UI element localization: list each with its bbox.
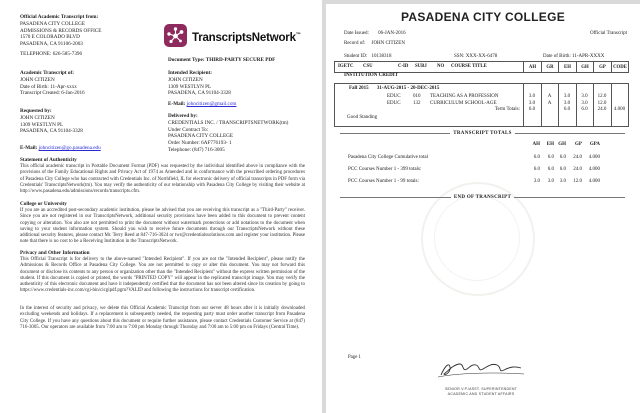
totals-header-gp: GP bbox=[575, 142, 582, 147]
college-or-university-body: If you are an accredited post-secondary academic institution, please be advised that you are receiving this transcript as a "Third-Party" receiver. Since you are not registered in our TranscriptsNetwork, additional security provisions have been added to this document to prevent content copying or alteration. You also are not permitted to print the document without watermark protections or add notations to the document when saving to your student information system. Should you wish to receive future documents through our TranscriptsNetwork without these additional security features, please contact Mr. Terry Reed at 847-716-3024 or twr@credentialssolutions.com and register your institution. Please note that there is no cost to be a Receiving Institution in the TranscriptsNetwork. bbox=[20, 208, 305, 245]
totals-gh: 6.0 bbox=[559, 155, 566, 160]
statement-of-authenticity-heading: Statement of Authenticity bbox=[20, 157, 77, 163]
totals-gpa: 4.000 bbox=[588, 167, 600, 172]
date-issued-row bbox=[344, 31, 406, 37]
term-row bbox=[349, 86, 439, 91]
issuer-line: PASADENA CITY COLLEGE bbox=[20, 20, 86, 27]
course-number: 010 bbox=[413, 94, 421, 99]
course-eh: 3.0 bbox=[563, 94, 571, 99]
divider-line bbox=[340, 133, 450, 134]
dob-field: Date of Birth: 11-APR-XXXX bbox=[543, 54, 605, 59]
totals-header-row bbox=[348, 142, 600, 147]
term-name: Fall 2015 bbox=[349, 86, 369, 91]
term-total-gh: 6.0 bbox=[581, 107, 588, 112]
term-total-gr bbox=[541, 107, 558, 114]
totals-row bbox=[348, 167, 600, 172]
header-ah: AH bbox=[523, 62, 541, 72]
delivered-by-block bbox=[168, 113, 288, 154]
totals-row-label: Pasadena City College Cumulative total bbox=[348, 155, 428, 160]
student-dob: Date of Birth: 11-Apr-xxxx bbox=[20, 83, 77, 90]
statement-of-authenticity-body: This official academic transcript in Portable Document Format (PDF) was requested by the individual identified above in compliance with the provisions of the Family Educational Rights and Privacy Act of 1974 as Amended and in conformance with the prescribed ordering procedures of Pasadena City College who has contracted with Credentials Inc. of Northfield, IL for electronic delivery of official transcripts in PDF form via Credentials' TranscriptsNetwork(tm). You may verify the authenticity of our relationship with Pasadena City College by visiting their website at http://www.pasadena.edu/admissions/records/transcripts.cfm. bbox=[20, 164, 305, 195]
course-number: 132 bbox=[413, 100, 421, 106]
totals-gpa: 4.000 bbox=[588, 155, 600, 160]
date-issued-label: Date Issued: bbox=[344, 31, 369, 36]
transcript-totals-label: TRANSCRIPT TOTALS bbox=[453, 131, 512, 136]
totals-ah: 3.0 bbox=[533, 179, 540, 184]
date-issued-value: 06-JAN-2016 bbox=[378, 31, 406, 36]
course-table-header bbox=[334, 61, 629, 73]
requested-by-heading: Requested by: bbox=[20, 108, 52, 114]
signer-title-line1: SENIOR V.P./ASST. SUPERINTENDENT bbox=[444, 387, 518, 391]
totals-gp: 12.0 bbox=[573, 179, 582, 184]
transcript-page bbox=[326, 4, 640, 413]
transcript-totals-divider bbox=[340, 131, 625, 136]
totals-eh: 6.0 bbox=[547, 167, 554, 172]
divider-line bbox=[340, 197, 451, 198]
header-csu: CSU bbox=[363, 64, 373, 69]
issuer-line: ADMISSIONS & RECORDS OFFICE bbox=[20, 27, 102, 34]
order-number: Order Number: 6AF776193- 1 bbox=[168, 140, 232, 147]
requester-name: JOHN CITIZEN bbox=[20, 114, 55, 121]
header-subj: SUBJ bbox=[415, 64, 427, 69]
trademark-symbol: ™ bbox=[295, 32, 301, 39]
totals-row bbox=[348, 179, 600, 184]
delivered-by-company: CREDENTIALS INC. / TRANSCRIPTSNETWORK(tm) bbox=[168, 119, 289, 126]
delivered-by-heading: Delivered by: bbox=[168, 113, 198, 119]
course-gp: 12.0 bbox=[597, 100, 607, 106]
watermark-seal-inner-icon bbox=[434, 195, 520, 281]
course-gr: A bbox=[547, 100, 552, 106]
recipient-email-label: E-Mail: bbox=[168, 101, 186, 107]
issuer-line: 1570 E COLORADO BLVD bbox=[20, 34, 80, 41]
course-gp: 12.0 bbox=[597, 94, 607, 99]
under-contract-label: Under Contract To: bbox=[168, 126, 209, 133]
college-or-university-heading: College or University bbox=[20, 201, 67, 207]
delivery-telephone: Telephone: (847) 716-3005 bbox=[168, 146, 225, 153]
course-title: TEACHING AS A PROFESSION bbox=[430, 94, 499, 99]
course-title: CURRICULUM SCHOOL-AGE bbox=[430, 100, 497, 106]
recipient-name: JOHN CITIZEN bbox=[168, 76, 203, 83]
issuer-telephone: TELEPHONE: 626-585-7396 bbox=[20, 51, 83, 57]
header-course-title: COURSE TITLE bbox=[451, 64, 487, 69]
requester-city: PASADENA, CA 91104-3328 bbox=[20, 128, 83, 135]
end-of-transcript-divider bbox=[340, 195, 625, 200]
recipient-email-link[interactable]: johncitizen@gmail.com bbox=[186, 101, 237, 107]
term-total-eh: 6.0 bbox=[563, 107, 571, 112]
header-eh: EH bbox=[558, 62, 576, 72]
requested-by-block bbox=[20, 108, 83, 135]
issuer-line: PASADENA, CA 91106-2003 bbox=[20, 41, 83, 48]
totals-eh: 6.0 bbox=[547, 155, 554, 160]
course-table-left-headers bbox=[335, 62, 523, 72]
signature-icon bbox=[435, 369, 527, 386]
totals-gp: 24.0 bbox=[573, 167, 582, 172]
academic-transcript-of-heading: Academic Transcript of: bbox=[20, 70, 74, 76]
page-number: Page 1 bbox=[348, 355, 361, 360]
course-ah: 3.0 bbox=[528, 94, 536, 99]
totals-header-gh: GH bbox=[558, 142, 566, 147]
header-no: NO bbox=[437, 64, 445, 69]
term-totals-label: Term Totals: bbox=[494, 107, 520, 112]
totals-header-ah: AH bbox=[532, 142, 540, 147]
record-of-row bbox=[344, 41, 405, 47]
term-total-ah: 6.0 bbox=[528, 107, 536, 112]
header-cid: C-ID bbox=[398, 64, 409, 69]
requester-email-link[interactable]: johncitizen@go.pasadena.edu bbox=[38, 145, 101, 151]
course-ah: 3.0 bbox=[528, 100, 536, 106]
header-gp: GP bbox=[593, 62, 611, 72]
transcript-created: Transcript Created: 6-Jan-2016 bbox=[20, 90, 85, 97]
term-dates: 31-AUG-2015 - 20-DEC-2015 bbox=[376, 86, 440, 91]
term-total-gp: 24.0 bbox=[597, 107, 607, 112]
totals-gh: 3.0 bbox=[559, 179, 566, 184]
end-of-transcript-label: END OF TRANSCRIPT bbox=[453, 195, 512, 200]
divider-line bbox=[515, 133, 625, 134]
issuer-heading: Official Academic Transcript from: bbox=[20, 14, 99, 20]
divider-line bbox=[514, 197, 625, 198]
privacy-heading: Privacy and Other Information bbox=[20, 250, 90, 256]
term-totals-row bbox=[335, 107, 628, 114]
term-total-code: 4.000 bbox=[613, 107, 626, 112]
totals-eh: 3.0 bbox=[547, 179, 554, 184]
intended-recipient-block bbox=[168, 70, 231, 97]
record-of-name: JOHN CITIZEN bbox=[371, 41, 405, 46]
header-gh: GH bbox=[576, 62, 593, 72]
totals-header-gpa: GPA bbox=[589, 142, 600, 147]
totals-ah: 6.0 bbox=[533, 155, 540, 160]
totals-ah: 6.0 bbox=[533, 167, 540, 172]
institution-credit-title: INSTITUTION CREDIT bbox=[344, 73, 399, 78]
signature-block bbox=[426, 358, 536, 396]
transcripts-network-logo bbox=[164, 24, 301, 52]
course-subject: EDUC bbox=[387, 100, 401, 106]
header-code: CODE bbox=[611, 62, 628, 72]
issuer-address-block bbox=[20, 14, 101, 48]
signer-title-line2: ACADEMIC AND STUDENT AFFAIRS bbox=[447, 391, 515, 396]
student-id-value: 10138318 bbox=[371, 54, 392, 59]
recipient-email-row bbox=[168, 101, 236, 108]
totals-header-eh: EH bbox=[546, 142, 554, 147]
network-nodes-icon bbox=[164, 24, 187, 52]
course-gh: 3.0 bbox=[581, 94, 588, 99]
totals-gh: 6.0 bbox=[559, 167, 566, 172]
student-id-label: Student ID: bbox=[344, 54, 368, 59]
requester-street: 1309 WESTLYN PL bbox=[20, 121, 64, 128]
academic-standing: Good Standing bbox=[347, 115, 378, 120]
course-gr: A bbox=[547, 94, 552, 99]
header-gr: GR bbox=[541, 62, 558, 72]
requester-email-label: E-Mail: bbox=[20, 145, 38, 151]
document-type: Document Type: THIRD-PARTY SECURE PDF bbox=[168, 57, 276, 63]
student-id-field bbox=[344, 54, 391, 60]
privacy-body: This Official Transcript is for delivery to the above-named "Intended Recipient". If you are not the "Intended Recipient", please notify the Admissions & Records Office at Pasadena City College. You are not permitted to copy or alter this document. You may not forward this document or disclose its contents to any person or organization other than the "Intended Recipient" without the express written permission of the student. If this document is copied or printed, the words "PRINTED COPY" will appear in the replicated transcript image. You may verify the authenticity of this electronic document and have it independently certified that the document has not been altered since its creation by going to https://www.credentials-inc.com/cgi-bin/cicgipdf.pgm?VALID and following the instructions for transcript certification. bbox=[20, 257, 305, 294]
totals-gp: 24.0 bbox=[573, 155, 582, 160]
header-igetc: IGETC bbox=[338, 64, 354, 69]
academic-transcript-of-block bbox=[20, 70, 85, 97]
recipient-street: 1309 WESTLYN PL bbox=[168, 83, 212, 90]
course-eh: 3.0 bbox=[563, 100, 571, 106]
course-gh: 3.0 bbox=[581, 100, 588, 106]
ssn-field: SSN: XXX-XX-6478 bbox=[454, 54, 498, 59]
security-notice-body: In the interest of security and privacy, we delete this Official Academic Transcript from our server 48 hours after it is initially downloaded excluding weekends and holidays. If a replacement is subsequently needed, the requesting party must order another transcript from Pasadena City College. If you have any questions about this document or require further assistance, please contact Credentials Customer Service at (847) 716-3005. Our operators are available from 7:00 am to 7:00 pm Monday through Thursday and 7:00 am to 5:00 pm on Fridays (Central Time). bbox=[20, 306, 305, 330]
brand-name: TranscriptsNetwork™ bbox=[192, 32, 301, 44]
totals-gpa: 4.000 bbox=[588, 179, 600, 184]
course-block bbox=[334, 83, 629, 127]
official-transcript-label: Official Transcript bbox=[590, 31, 627, 36]
totals-row-label: PCC Courses Number 1 - 99 totals: bbox=[348, 179, 419, 184]
student-name: JOHN CITIZEN bbox=[20, 76, 55, 83]
intended-recipient-heading: Intended Recipient: bbox=[168, 70, 212, 76]
college-title: PASADENA CITY COLLEGE bbox=[400, 10, 566, 24]
course-subject: EDUC bbox=[387, 94, 401, 99]
totals-row-label: PCC Courses Number 1 - 399 totals: bbox=[348, 167, 422, 172]
requester-email-row bbox=[20, 145, 101, 152]
totals-row bbox=[348, 155, 600, 160]
record-of-label: Record of: bbox=[344, 41, 366, 46]
recipient-city: PASADENA, CA 91104-3328 bbox=[168, 90, 231, 97]
contract-college: PASADENA CITY COLLEGE bbox=[168, 133, 234, 140]
